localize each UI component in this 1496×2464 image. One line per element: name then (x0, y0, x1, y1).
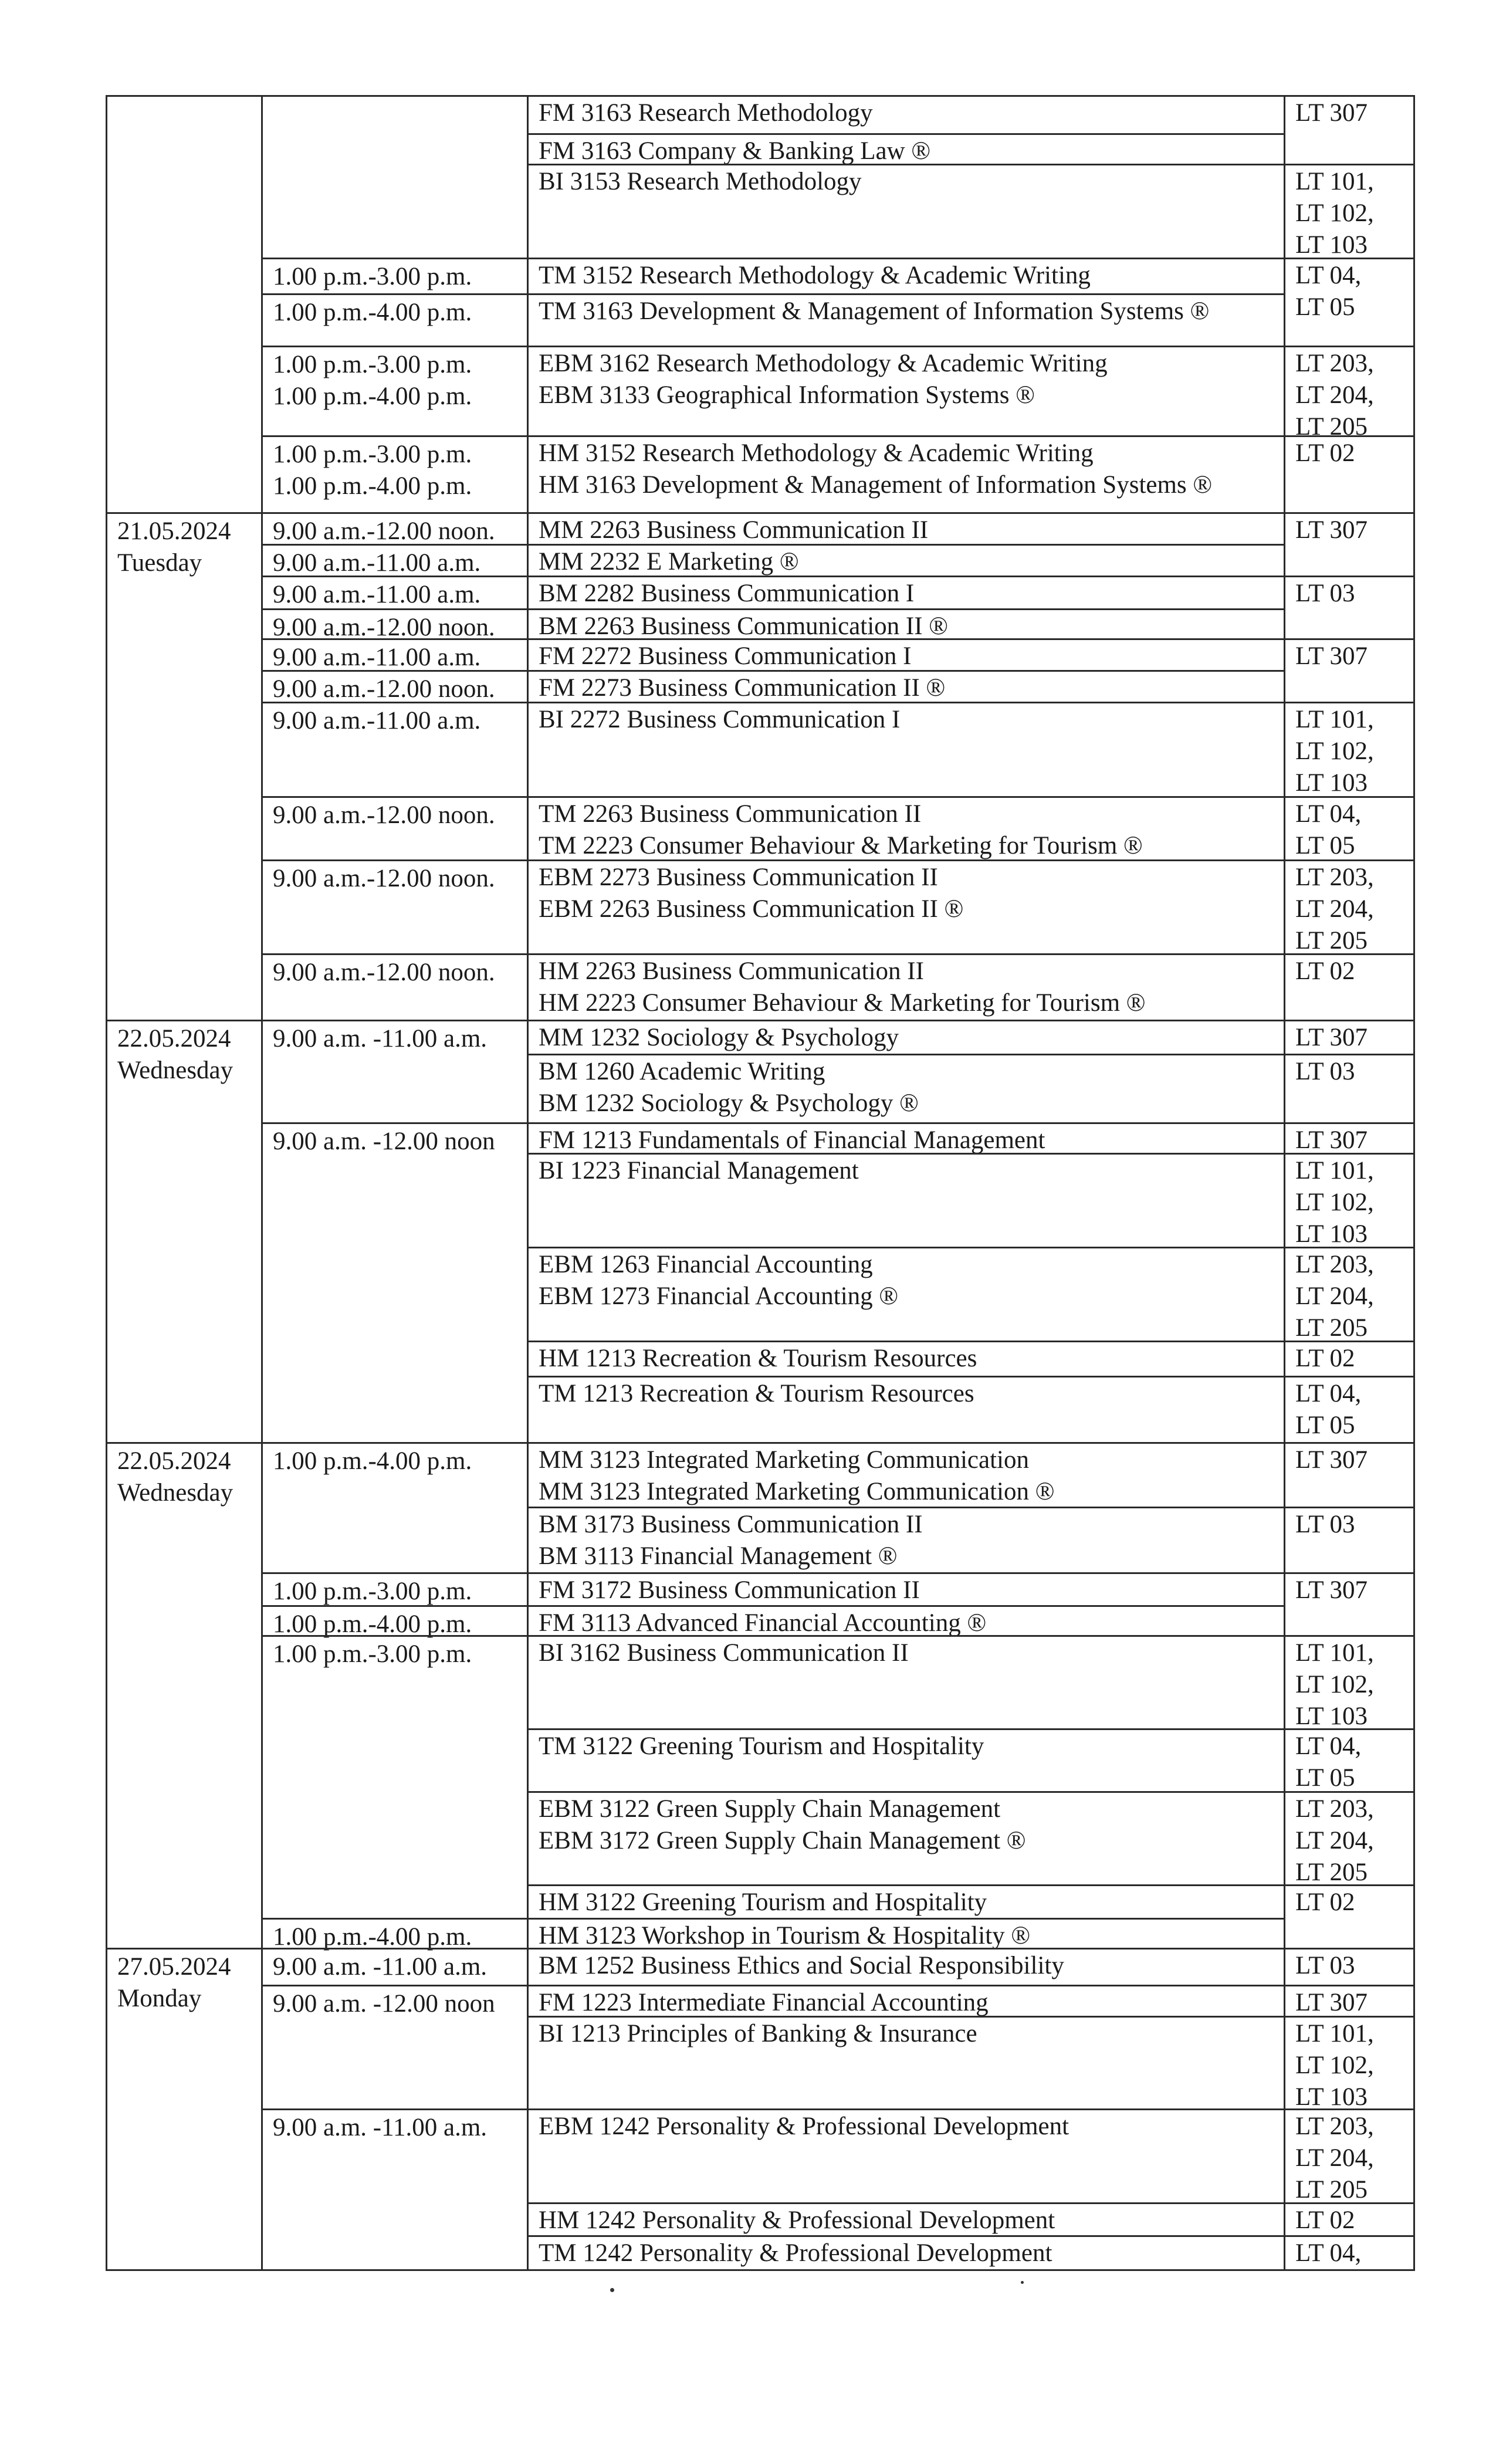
table-rule (527, 1020, 1284, 1021)
table-rule (527, 512, 1284, 514)
scan-speck (610, 2288, 614, 2292)
table-rule (527, 1948, 1284, 1949)
table-rule (261, 1948, 527, 1949)
venue: LT 203, LT 204, LT 205 (1295, 2113, 1374, 2204)
venue: LT 03 (1295, 1952, 1355, 1979)
exam-time: 9.00 a.m. -12.00 noon (273, 1128, 495, 1155)
table-rule (527, 608, 1284, 610)
table-rule (261, 2108, 527, 2110)
course-name: FM 3163 Company & Banking Law ® (539, 137, 931, 165)
course-name: BM 3173 Business Communication II BM 3113 Financial Management ® (539, 1511, 923, 1570)
table-rule (527, 638, 1284, 640)
table-rule (527, 702, 1284, 703)
table-rule (261, 638, 527, 640)
table-rule (261, 346, 527, 347)
venue: LT 02 (1295, 957, 1355, 985)
table-rule (106, 2269, 1415, 2271)
exam-time: 1.00 p.m.-4.00 p.m. (273, 1447, 472, 1475)
table-rule (1284, 1507, 1413, 1508)
venue: LT 307 (1295, 1126, 1368, 1154)
course-name: HM 3152 Research Methodology & Academic Writing HM 3163 Development & Management of Information Systems ® (539, 439, 1213, 499)
course-name: MM 1232 Sociology & Psychology (539, 1024, 899, 1051)
table-rule (1284, 2235, 1413, 2237)
course-name: TM 1242 Personality & Professional Development (539, 2239, 1052, 2267)
venue: LT 307 (1295, 1989, 1368, 2016)
table-rule (106, 1948, 261, 1949)
table-rule (1284, 1948, 1413, 1949)
exam-time: 9.00 a.m.-11.00 a.m. (273, 644, 481, 671)
venue: LT 203, LT 204, LT 205 (1295, 1795, 1374, 1886)
table-rule (527, 2202, 1284, 2204)
course-name: MM 2263 Business Communication II (539, 516, 929, 544)
course-name: TM 3122 Greening Tourism and Hospitality (539, 1732, 984, 1760)
exam-time: 1.00 p.m.-4.00 p.m. (273, 1923, 472, 1951)
table-rule (261, 435, 527, 437)
course-name: MM 2232 E Marketing ® (539, 548, 799, 576)
table-rule (1284, 2108, 1413, 2110)
table-rule (527, 346, 1284, 347)
exam-time: 1.00 p.m.-3.00 p.m. 1.00 p.m.-4.00 p.m. (273, 441, 472, 500)
table-rule (106, 1020, 261, 1021)
venue: LT 101, LT 102, LT 103 (1295, 2020, 1374, 2111)
table-rule (527, 544, 1284, 546)
table-rule (1284, 1341, 1413, 1342)
table-rule (261, 796, 527, 798)
table-rule (527, 859, 1284, 861)
exam-day: Monday (117, 1985, 202, 2012)
table-rule (1284, 638, 1413, 640)
table-rule (261, 1122, 527, 1124)
table-rule (106, 95, 1415, 97)
table-rule (527, 1918, 1284, 1920)
table-rule (261, 512, 527, 514)
course-name: EBM 1263 Financial Accounting EBM 1273 Financial Accounting ® (539, 1251, 899, 1310)
table-rule (1284, 1153, 1413, 1155)
exam-time: 1.00 p.m.-3.00 p.m. (273, 1578, 472, 1605)
course-name: FM 2273 Business Communication II ® (539, 674, 946, 702)
table-rule (1284, 1635, 1413, 1637)
venue: LT 04, (1295, 2239, 1362, 2267)
venue: LT 04, LT 05 (1295, 800, 1362, 859)
course-name: EBM 3162 Research Methodology & Academic Writing EBM 3133 Geographical Information Systems ® (539, 350, 1108, 409)
course-name: BI 1223 Financial Management (539, 1157, 859, 1184)
table-rule (1284, 164, 1413, 165)
exam-date: 21.05.2024 (117, 517, 231, 545)
course-name: BM 1260 Academic Writing BM 1232 Sociology & Psychology ® (539, 1058, 919, 1117)
table-rule (1284, 2202, 1413, 2204)
table-rule (527, 1985, 1284, 1986)
exam-time: 9.00 a.m.-11.00 a.m. (273, 707, 481, 735)
exam-time: 1.00 p.m.-4.00 p.m. (273, 299, 472, 326)
table-rule (527, 1442, 1284, 1444)
table-rule (1284, 953, 1413, 955)
venue: LT 307 (1295, 1024, 1368, 1051)
table-rule (527, 576, 1284, 577)
course-name: BI 1213 Principles of Banking & Insurance (539, 2020, 977, 2047)
venue: LT 203, LT 204, LT 205 (1295, 350, 1374, 441)
table-rule (1284, 1985, 1413, 1986)
exam-day: Tuesday (117, 549, 202, 577)
table-rule (527, 1635, 1284, 1637)
table-rule (261, 544, 527, 546)
course-name: TM 3152 Research Methodology & Academic Writing (539, 262, 1091, 289)
table-rule (527, 796, 1284, 798)
table-rule (527, 1122, 1284, 1124)
table-rule (1284, 258, 1413, 259)
exam-day: Wednesday (117, 1479, 233, 1507)
table-rule (527, 1247, 1284, 1248)
table-rule (261, 859, 527, 861)
venue: LT 101, LT 102, LT 103 (1295, 1157, 1374, 1248)
table-rule (527, 2016, 1284, 2018)
table-rule (527, 1341, 1284, 1342)
table-rule (261, 1635, 527, 1637)
course-name: HM 3123 Workshop in Tourism & Hospitality ® (539, 1922, 1031, 1949)
exam-time: 1.00 p.m.-3.00 p.m. (273, 263, 472, 290)
venue: LT 02 (1295, 1888, 1355, 1916)
course-name: BI 3162 Business Communication II (539, 1639, 909, 1667)
venue: LT 307 (1295, 516, 1368, 544)
exam-date: 22.05.2024 (117, 1447, 231, 1475)
table-rule (1284, 1247, 1413, 1248)
course-name: FM 1213 Fundamentals of Financial Management (539, 1126, 1045, 1154)
table-rule (1284, 1122, 1413, 1124)
table-rule (527, 2108, 1284, 2110)
exam-time: 1.00 p.m.-4.00 p.m. (273, 1610, 472, 1638)
venue: LT 04, LT 05 (1295, 262, 1362, 321)
exam-time: 9.00 a.m.-11.00 a.m. (273, 581, 481, 608)
exam-time: 1.00 p.m.-3.00 p.m. 1.00 p.m.-4.00 p.m. (273, 351, 472, 410)
exam-time: 9.00 a.m.-12.00 noon. (273, 517, 495, 545)
table-rule (527, 164, 1284, 165)
course-name: EBM 2273 Business Communication II EBM 2263 Business Communication II ® (539, 864, 964, 923)
table-rule (527, 953, 1284, 955)
venue: LT 03 (1295, 580, 1355, 607)
table-rule (1284, 1376, 1413, 1377)
course-name: HM 2263 Business Communication II HM 2223 Consumer Behaviour & Marketing for Tourism ® (539, 957, 1146, 1017)
table-rule (527, 1605, 1284, 1607)
exam-time: 9.00 a.m.-12.00 noon. (273, 675, 495, 703)
table-rule (527, 133, 1284, 135)
course-name: BM 1252 Business Ethics and Social Responsibility (539, 1952, 1064, 1979)
table-rule (1284, 1572, 1413, 1574)
course-name: BI 2272 Business Communication I (539, 706, 901, 733)
table-rule (527, 1572, 1284, 1574)
table-rule (1284, 1728, 1413, 1730)
table-rule (261, 1020, 527, 1021)
exam-time: 9.00 a.m.-12.00 noon. (273, 801, 495, 829)
course-name: HM 3122 Greening Tourism and Hospitality (539, 1888, 987, 1916)
course-name: BM 2263 Business Communication II ® (539, 612, 948, 640)
venue: LT 02 (1295, 2206, 1355, 2234)
course-name: FM 2272 Business Communication I (539, 642, 912, 670)
course-name: HM 1242 Personality & Professional Development (539, 2206, 1055, 2234)
table-rule (261, 258, 527, 259)
course-name: FM 3163 Research Methodology (539, 99, 873, 127)
venue: LT 307 (1295, 99, 1368, 127)
table-rule (1284, 1791, 1413, 1793)
table-rule (1284, 2016, 1413, 2018)
table-rule (527, 1791, 1284, 1793)
table-rule (1284, 1054, 1413, 1055)
table-rule (527, 1728, 1284, 1730)
course-name: FM 3113 Advanced Financial Accounting ® (539, 1609, 987, 1637)
exam-time: 9.00 a.m.-12.00 noon. (273, 959, 495, 986)
exam-time: 9.00 a.m. -11.00 a.m. (273, 2114, 488, 2141)
exam-time: 9.00 a.m. -11.00 a.m. (273, 1953, 488, 1981)
course-name: BM 2282 Business Communication I (539, 580, 915, 607)
course-name: TM 3163 Development & Management of Information Systems ® (539, 297, 1210, 325)
venue: LT 02 (1295, 439, 1355, 467)
table-rule (1284, 702, 1413, 703)
table-rule (527, 2235, 1284, 2237)
exam-date: 27.05.2024 (117, 1953, 231, 1981)
venue: LT 04, LT 05 (1295, 1380, 1362, 1439)
table-rule (261, 1605, 527, 1607)
table-rule (261, 608, 527, 610)
venue: LT 101, LT 102, LT 103 (1295, 1639, 1374, 1730)
table-rule (261, 1572, 527, 1574)
table-rule (527, 1376, 1284, 1377)
exam-time: 9.00 a.m.-11.00 a.m. (273, 549, 481, 577)
table-rule (1284, 1442, 1413, 1444)
table-rule (106, 1442, 261, 1444)
venue: LT 101, LT 102, LT 103 (1295, 706, 1374, 797)
course-name: EBM 3122 Green Supply Chain Management EBM 3172 Green Supply Chain Management ® (539, 1795, 1026, 1854)
scan-speck (1021, 2281, 1024, 2284)
course-name: MM 3123 Integrated Marketing Communication MM 3123 Integrated Marketing Communication ® (539, 1446, 1055, 1505)
table-rule (261, 953, 527, 955)
table-rule (1284, 576, 1413, 577)
venue: LT 04, LT 05 (1295, 1732, 1362, 1792)
table-rule (1284, 859, 1413, 861)
table-rule (1284, 512, 1413, 514)
table-rule (261, 293, 527, 295)
exam-time: 9.00 a.m.-12.00 noon. (273, 614, 495, 641)
venue: LT 101, LT 102, LT 103 (1295, 168, 1374, 259)
course-name: TM 1213 Recreation & Tourism Resources (539, 1380, 974, 1407)
table-rule (1284, 346, 1413, 347)
venue: LT 203, LT 204, LT 205 (1295, 1251, 1374, 1342)
exam-time: 9.00 a.m. -11.00 a.m. (273, 1025, 488, 1052)
table-rule (527, 1153, 1284, 1155)
table-rule (261, 670, 527, 672)
table-rule (1284, 435, 1413, 437)
course-name: EBM 1242 Personality & Professional Development (539, 2113, 1069, 2140)
exam-date: 22.05.2024 (117, 1025, 231, 1052)
course-name: BI 3153 Research Methodology (539, 168, 862, 195)
exam-time: 1.00 p.m.-3.00 p.m. (273, 1640, 472, 1668)
venue: LT 02 (1295, 1345, 1355, 1372)
table-rule (261, 1985, 527, 1986)
venue: LT 03 (1295, 1058, 1355, 1085)
course-name: TM 2263 Business Communication II TM 2223 Consumer Behaviour & Marketing for Tourism ® (539, 800, 1143, 859)
exam-time: 9.00 a.m.-12.00 noon. (273, 865, 495, 892)
table-rule (1284, 796, 1413, 798)
venue: LT 307 (1295, 642, 1368, 670)
table-rule (527, 670, 1284, 672)
course-name: HM 1213 Recreation & Tourism Resources (539, 1345, 977, 1372)
course-name: FM 3172 Business Communication II (539, 1576, 920, 1604)
table-rule (1284, 1884, 1413, 1886)
venue: LT 307 (1295, 1446, 1368, 1474)
exam-day: Wednesday (117, 1057, 233, 1084)
venue: LT 203, LT 204, LT 205 (1295, 864, 1374, 955)
table-rule (527, 293, 1284, 295)
exam-time: 9.00 a.m. -12.00 noon (273, 1990, 495, 2018)
table-rule (106, 512, 261, 514)
table-rule (1284, 1020, 1413, 1021)
table-rule (261, 1442, 527, 1444)
venue: LT 307 (1295, 1576, 1368, 1604)
table-rule (261, 576, 527, 577)
exam-timetable (106, 95, 1415, 2270)
table-rule (527, 435, 1284, 437)
course-name: FM 1223 Intermediate Financial Accounting (539, 1989, 989, 2016)
table-rule (527, 258, 1284, 259)
table-rule (261, 702, 527, 703)
table-rule (527, 1054, 1284, 1055)
table-rule (261, 1918, 527, 1920)
table-rule (527, 1884, 1284, 1886)
venue: LT 03 (1295, 1511, 1355, 1538)
table-rule (527, 1507, 1284, 1508)
